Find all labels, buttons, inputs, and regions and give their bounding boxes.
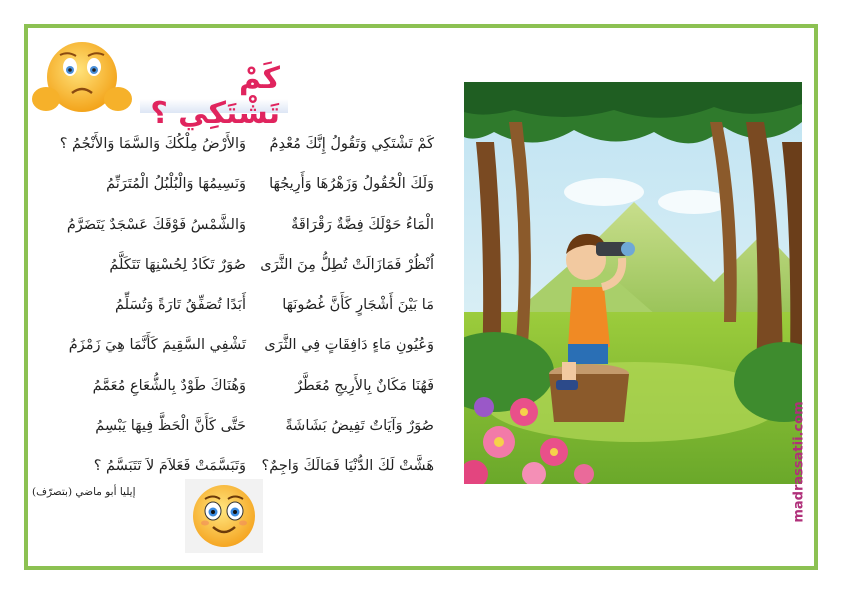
boy-binoculars-forest-illustration xyxy=(464,82,802,484)
poem-line: حَتَّى كَأَنَّ الْحَظَّ فِيهَا يَبْسِمُ xyxy=(95,418,246,435)
happy-emoji-icon xyxy=(185,479,263,553)
poem-line: هَشَّتْ لَكَ الدُّنْيَا فَمَالَكَ وَاجِمٌ؟ xyxy=(261,458,434,475)
poem-line: فَهُنَا مَكَانٌ بِالأَرِيجِ مُعَطَّرٌ xyxy=(295,377,434,394)
poem-line: مَا بَيْنَ أَشْجَارٍ كَأَنَّ غُصُونَهَا xyxy=(282,297,434,314)
poem-title-banner xyxy=(140,57,288,131)
poem-line: وَنَسِيمُهَا وَالْبُلْبُلُ الْمُتَرَنِّمُ xyxy=(106,176,246,193)
poem-line: وَعُيُونِ مَاءٍ دَافِقَاتٍ فِي الثَّرَى xyxy=(264,337,434,354)
watermark-text: madrassatii.com xyxy=(791,401,807,523)
poem-line: صُوَرٌ وَآيَاتٌ تَفِيضُ بَشَاشَةً xyxy=(285,418,434,435)
poem-line: وَهُنَاكَ طَوْدٌ بِالشُّعَاعِ مُعَمَّمُ xyxy=(92,377,246,394)
poem-line: وَلَكَ الْحُقُولُ وَزَهْرُهَا وَأَرِيجُهَا xyxy=(269,176,434,193)
poem-right-column xyxy=(258,124,434,487)
poem-line: تَشْفِي السَّقِيمَ كَأَنَّمَا هِيَ زَمْزَمُ xyxy=(68,337,246,354)
sad-emoji-icon xyxy=(32,37,132,119)
poem-line: وَتَبَسَّمَتْ فَعَلاَمَ لاَ تَتَبَسَّمُ ؟ xyxy=(93,458,246,475)
poem-line: وَالأَرْضُ مِلْكُكَ وَالسَّمَا وَالأَنْجُمُ ؟ xyxy=(59,136,246,152)
poem-line: أَبَدًا تُصَفِّقُ تَارَةً وَتُسَلِّمُ xyxy=(114,297,246,314)
poem-line: وَالشَّمْسُ فَوْقَكَ عَسْجَدٌ يَتَضَرَّمُ xyxy=(66,216,246,233)
poem-title: كَمْ تَشْتَكِي ؟ xyxy=(150,61,280,131)
poem-line: صُوَرٌ تَكَادُ لِحُسْنِهَا تَتَكَلَّمُ xyxy=(109,256,246,273)
poem-line: اُنْظُرْ فَمَازَالَتْ تُطِلُّ مِنَ الثَّرَى xyxy=(260,256,434,273)
poem-line: الْمَاءُ حَوْلَكَ فِضَّةٌ رَقْرَاقَةٌ xyxy=(291,216,434,233)
watermark xyxy=(786,382,812,542)
poem-author: إيليا أبو ماضي (بتصرّف) xyxy=(32,486,136,498)
poem-line: كَمْ تَشْتَكِي وَتَقُولُ إِنَّكَ مُعْدِمُ xyxy=(269,136,434,152)
poem-left-column xyxy=(40,124,246,487)
